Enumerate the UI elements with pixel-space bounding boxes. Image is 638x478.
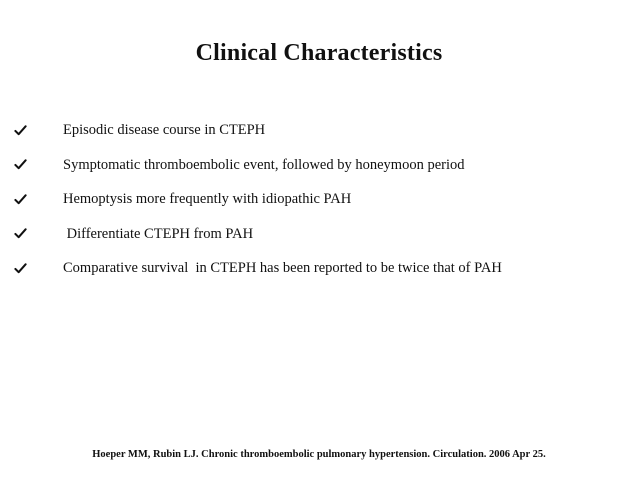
bullet-item — [14, 225, 624, 260]
bullet-text: Hemoptysis more frequently with idiopathic PAH — [63, 191, 352, 207]
slide-title: Clinical Characteristics — [195, 40, 443, 66]
checkmark-icon — [14, 225, 34, 243]
bullet-text: Comparative survival in CTEPH has been reported to be twice that of PAH — [63, 260, 502, 276]
checkmark-icon — [14, 121, 34, 139]
bullet-item — [14, 156, 624, 191]
bullet-list — [14, 121, 624, 294]
bullet-item — [14, 121, 624, 156]
bullet-item — [14, 190, 624, 225]
citation: Hoeper MM, Rubin LJ. Chronic thromboembolic pulmonary hypertension. Circulation. 2006 Apr 25. — [92, 449, 546, 460]
bullet-text: Episodic disease course in CTEPH — [63, 122, 266, 138]
bullet-text: Differentiate CTEPH from PAH — [63, 225, 254, 242]
bullet-item — [14, 259, 624, 294]
bullet-text: Symptomatic thromboembolic event, followed by honeymoon period — [63, 156, 465, 173]
checkmark-icon — [14, 156, 34, 174]
checkmark-icon — [14, 190, 34, 208]
checkmark-icon — [14, 259, 34, 277]
